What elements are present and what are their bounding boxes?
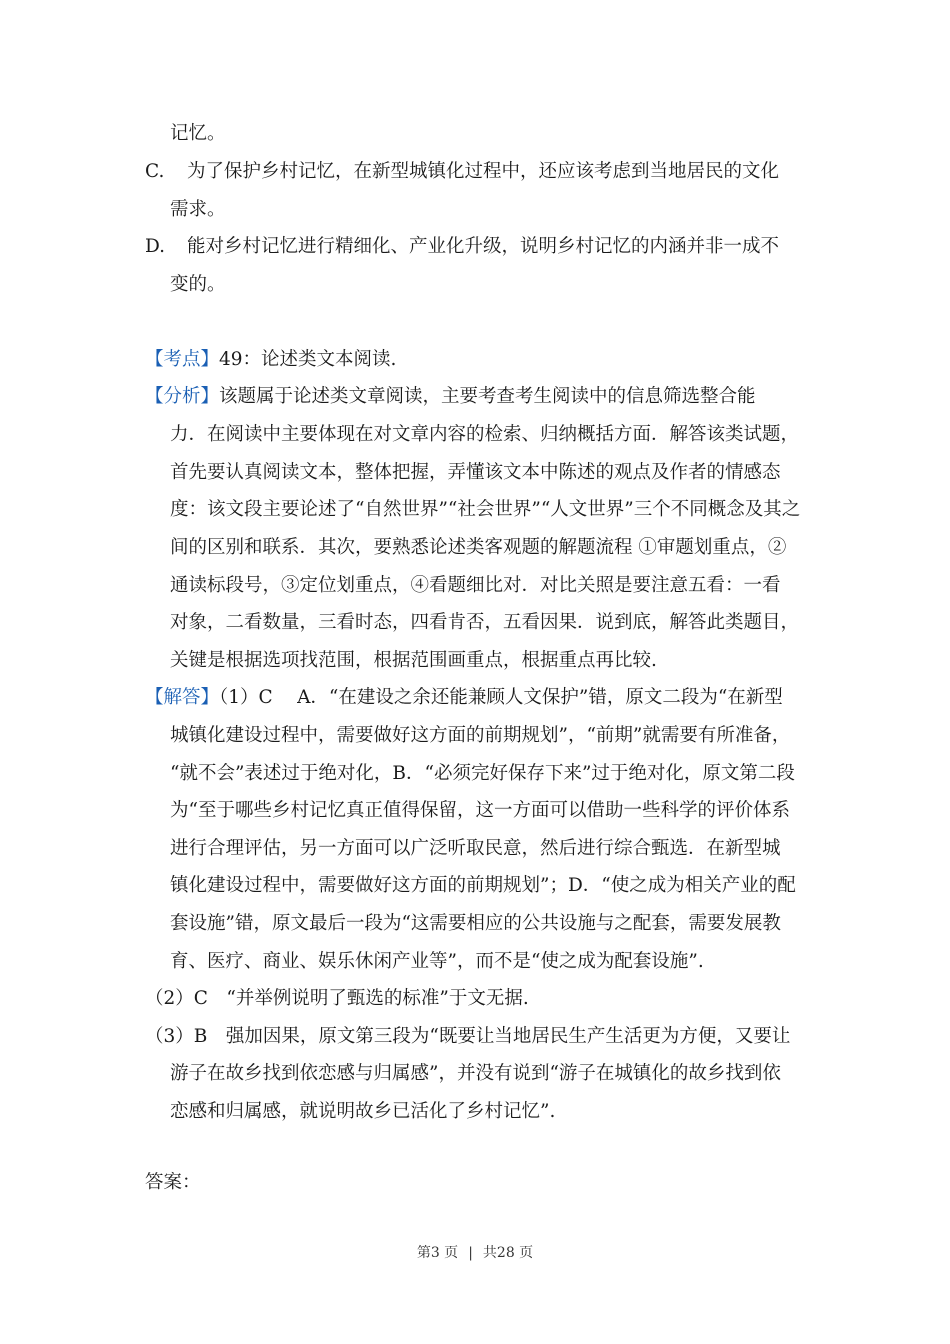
fenxi-line: 力．在阅读中主要体现在对文章内容的检索、归纳概括方面．解答该类试题， <box>170 424 800 445</box>
jieda-section <box>145 686 783 710</box>
answer-q3-line: 恋感和归属感，就说明故乡已活化了乡村记忆”. <box>170 1101 556 1122</box>
jieda-line: “就不会”表述过于绝对化，B．“必须完好保存下来”过于绝对化，原文第二段 <box>170 763 795 784</box>
fenxi-tag: 【分析】 <box>145 386 220 407</box>
kaodian-tag: 【考点】 <box>145 349 220 370</box>
jieda-line: 套设施”错，原文最后一段为“这需要相应的公共设施与之配套，需要发展教 <box>170 913 781 934</box>
footer-separator: | <box>468 1245 473 1261</box>
fenxi-line: 首先要认真阅读文本，整体把握，弄懂该文本中陈述的观点及作者的情感态 <box>170 462 781 483</box>
jieda-line: 城镇化建设过程中，需要做好这方面的前期规划”，“前期”就需要有所准备， <box>170 725 791 746</box>
jieda-line: 镇化建设过程中，需要做好这方面的前期规划”；D．“使之成为相关产业的配 <box>170 875 796 896</box>
answer-q3: （3）B 强加因果，原文第三段为“既要让当地居民生产生活更为方便，又要让 <box>145 1026 791 1047</box>
answer-q2: （2）C “并举例说明了甄选的标准”于文无据. <box>145 988 529 1009</box>
fenxi-line: 对象，二看数量，三看时态，四看肯否，五看因果．说到底，解答此类题目， <box>170 612 800 633</box>
jieda-line: 育、医疗、商业、娱乐休闲产业等”，而不是“使之成为配套设施”. <box>170 951 704 972</box>
fenxi-line: 关键是根据选项找范围，根据范围画重点，根据重点再比较. <box>170 650 657 671</box>
option-d <box>145 235 779 259</box>
fenxi-line: 间的区别和联系．其次，要熟悉论述类客观题的解题流程 ①审题划重点，② <box>170 537 787 558</box>
fenxi-line: 通读标段号，③定位划重点，④看题细比对．对比关照是要注意五看：一看 <box>170 575 781 596</box>
fenxi-line: 该题属于论述类文章阅读，主要考查考生阅读中的信息筛选整合能 <box>219 386 756 407</box>
page-number: 第3 页 <box>416 1245 459 1261</box>
jieda-line: 进行合理评估，另一方面可以广泛听取民意，然后进行综合甄选．在新型城 <box>170 838 781 859</box>
answer-q3-line: 游子在故乡找到依恋感与归属感”，并没有说到“游子在城镇化的故乡找到依 <box>170 1063 781 1084</box>
option-c-text: 为了保护乡村记忆，在新型城镇化过程中，还应该考虑到当地居民的文化 <box>187 161 780 182</box>
option-d-label: D. <box>145 236 166 257</box>
kaodian-text: 49：论述类文本阅读. <box>219 349 397 370</box>
option-d-continuation: 变的。 <box>170 274 226 295</box>
kaodian-section <box>145 348 396 372</box>
answer-label: 答案： <box>145 1172 201 1193</box>
option-b-continuation: 记忆。 <box>170 123 226 144</box>
jieda-tag: 【解答】 <box>145 687 220 708</box>
fenxi-line: 度：该文段主要论述了“自然世界”“社会世界”“人文世界”三个不同概念及其之 <box>170 499 801 520</box>
option-c-continuation: 需求。 <box>170 199 226 220</box>
jieda-line: 为“至于哪些乡村记忆真正值得保留，这一方面可以借助一些科学的评价体系 <box>170 800 790 821</box>
page-footer <box>0 1243 950 1263</box>
option-c <box>145 160 779 184</box>
page-total: 共28 页 <box>482 1245 534 1261</box>
option-c-label: C. <box>145 161 165 182</box>
fenxi-section <box>145 385 756 409</box>
jieda-line: （1）C A．“在建设之余还能兼顾人文保护”错，原文二段为“在新型 <box>219 687 783 708</box>
option-d-text: 能对乡村记忆进行精细化、产业化升级，说明乡村记忆的内涵并非一成不 <box>187 236 780 257</box>
